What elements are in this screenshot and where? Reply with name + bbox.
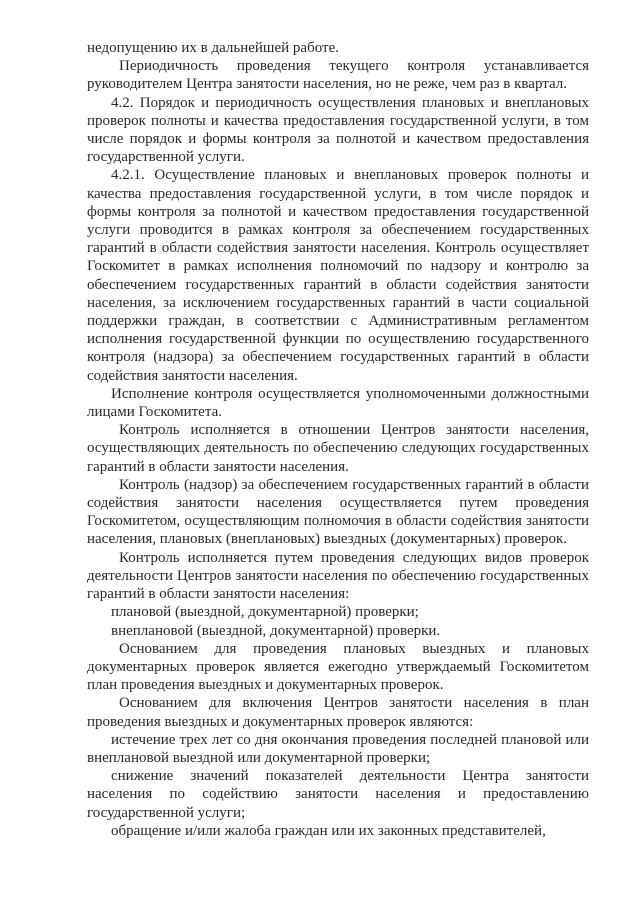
paragraph-periodicity: Периодичность проведения текущего контроля устанавливается руководителем Центра занятости населения, но не реже, чем раз в квартал.: [87, 58, 589, 93]
paragraph-planned-basis: Основанием для проведения плановых выездных и плановых документарных проверок является ежегодно утверждаемый Госкомитетом план проведения выездных и документарных проверок.: [87, 640, 589, 694]
paragraph-check-types: Контроль исполняется путем проведения следующих видов проверок деятельности Центров занятости населения по обеспечению государственных гарантий в области занятости населения:: [87, 549, 589, 603]
paragraph-control-execution: Исполнение контроля осуществляется уполномоченными должностными лицами Госкомитета.: [87, 385, 589, 421]
list-item-three-years: истечение трех лет со дня окончания проведения последней плановой или внеплановой выездной или документарной проверки;: [87, 731, 589, 766]
paragraph-control-supervision: Контроль (надзор) за обеспечением государственных гарантий в области содействия занятости населения осуществляется путем проведения Госкомитетом, осуществляющим полномочия в области содействия занятости населения, плановых (внеплановых) выездных (документарных) проверок.: [87, 476, 589, 548]
list-item-planned-check: плановой (выездной, документарной) проверки;: [111, 604, 419, 621]
list-item-unplanned-check: внеплановой (выездной, документарной) проверки.: [111, 622, 441, 639]
paragraph-inclusion-basis: Основанием для включения Центров занятости населения в план проведения выездных и документарных проверок являются:: [87, 695, 589, 730]
list-item-indicator-decrease: снижение значений показателей деятельности Центра занятости населения по содействию занятости населения и предоставлению государственной услуги;: [87, 768, 589, 821]
paragraph-section-4-2: 4.2. Порядок и периодичность осуществления плановых и внеплановых проверок полноты и качества предоставления государственной услуги, в том числе порядок и формы контроля за полнотой и качеством предоставления государственной услуги.: [87, 94, 589, 166]
list-item-complaint: обращение и/или жалоба граждан или их законных представителей,: [111, 822, 546, 839]
paragraph-continuation: недопущению их в дальнейшей работе.: [87, 40, 339, 56]
paragraph-control-scope: Контроль исполняется в отношении Центров занятости населения, осуществляющих деятельность по обеспечению следующих государственных гарантий в области занятости населения.: [87, 422, 589, 475]
paragraph-section-4-2-1: 4.2.1. Осуществление плановых и внеплановых проверок полноты и качества предоставления государственной услуги, в том числе порядок и формы контроля за полнотой и качеством предоставления государственной услуги проводится в рамках контроля за обеспечением государственных гарантий в области содействия занятости населения. Контроль осуществляет Госкомитет в рамках исполнения полномочий по надзору и контролю за обеспечением государственных гарантий в области содействия занятости населения, за исключением государственных гарантий в части социальной поддержки граждан, в соответствии с Административным регламентом исполнения государственной функции по осуществлению государственного контроля (надзора) за обеспечением государственных гарантий в области содействия занятости населения.: [87, 167, 589, 384]
document-body: [87, 39, 589, 840]
